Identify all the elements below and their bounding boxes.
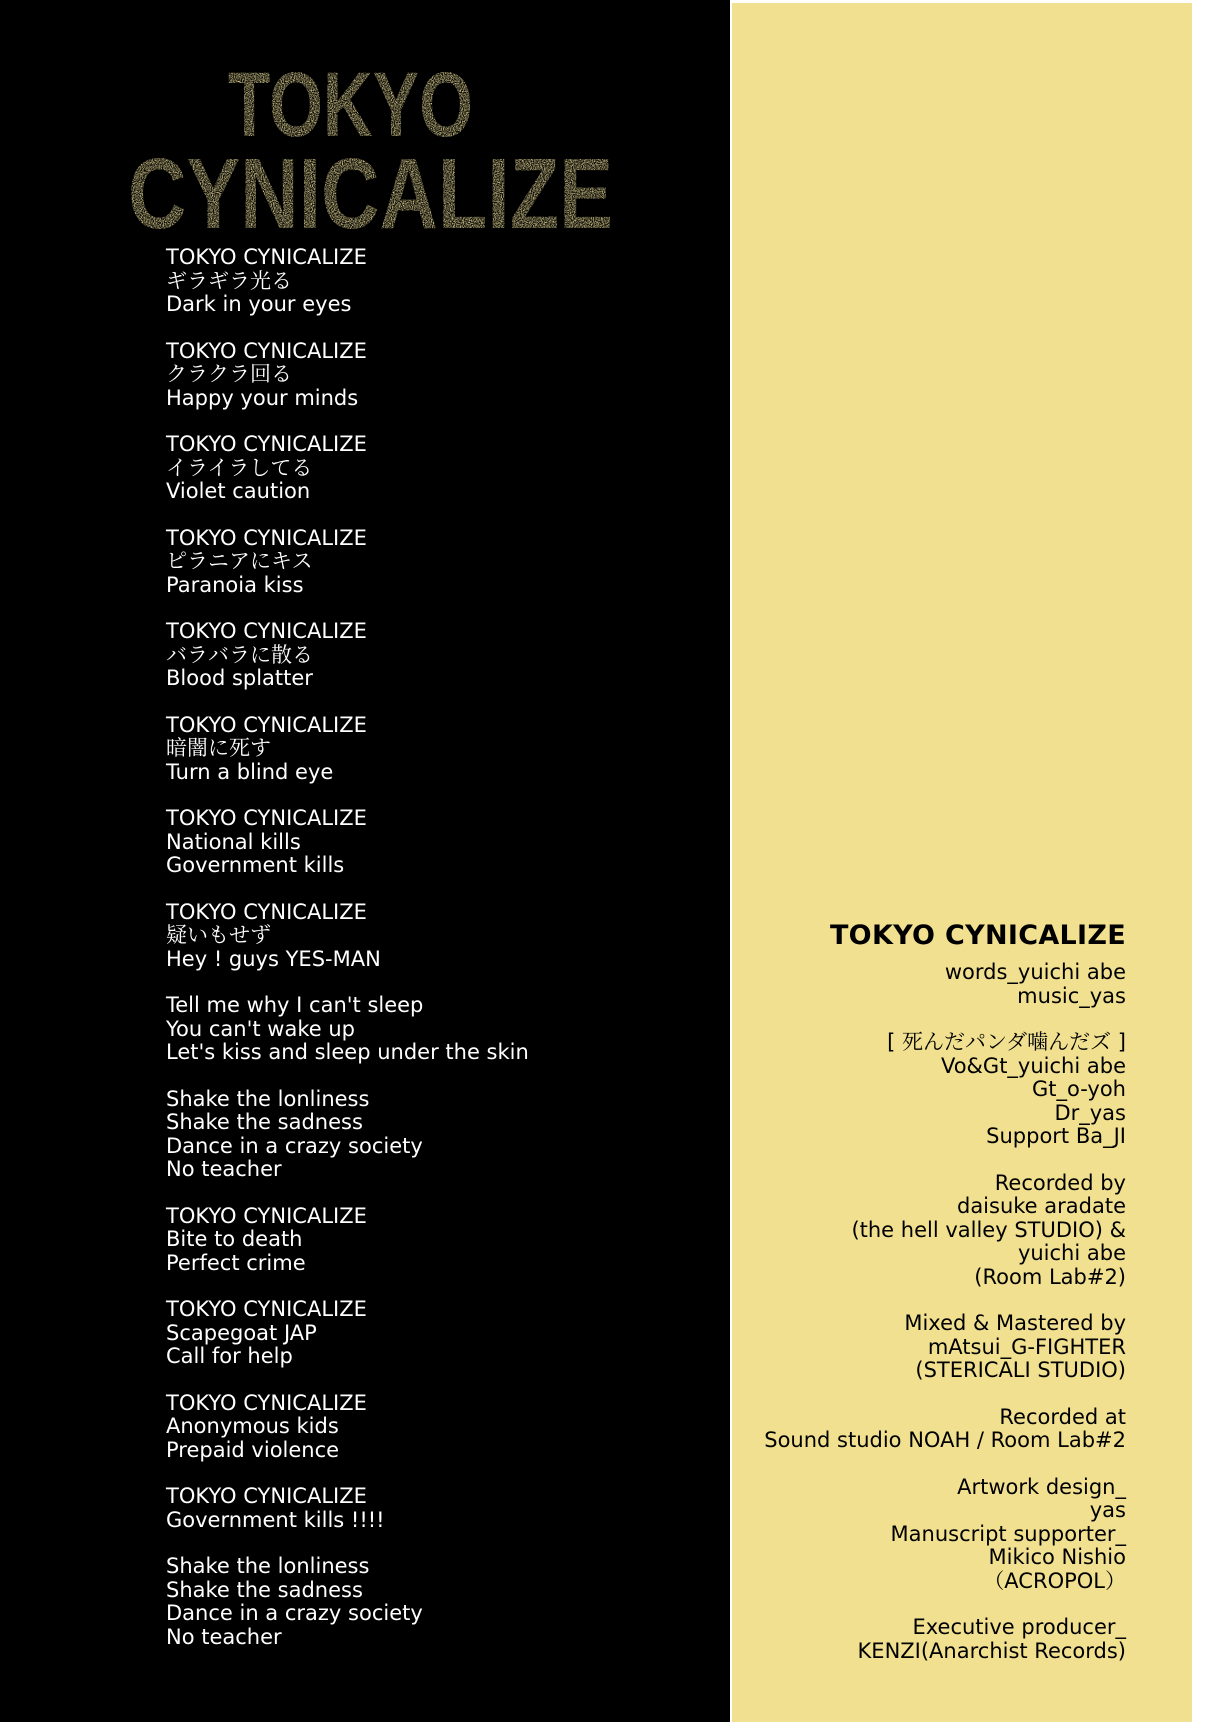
lyric-stanza xyxy=(166,994,706,1065)
lyric-stanza xyxy=(166,1485,706,1532)
lyric-line: TOKYO CYNICALIZE xyxy=(166,1203,367,1228)
lyric-line: Dance in a crazy society xyxy=(166,1133,423,1158)
credit-line: Mikico Nishio xyxy=(988,1545,1126,1569)
credit-block xyxy=(686,1031,1126,1149)
credit-line: Gt_o-yoh xyxy=(1031,1077,1126,1101)
lyric-line: No teacher xyxy=(166,1624,282,1649)
lyric-stanza xyxy=(166,246,706,317)
lyric-line: Happy your minds xyxy=(166,385,359,410)
lyric-line: National kills xyxy=(166,829,301,854)
lyric-line: Perfect crime xyxy=(166,1250,306,1275)
lyric-line: No teacher xyxy=(166,1157,282,1181)
lyric-line: Violet caution xyxy=(166,479,311,503)
lyric-line: バラバラに散る xyxy=(166,642,313,667)
lyric-stanza xyxy=(166,807,706,878)
lyric-stanza xyxy=(166,620,706,691)
lyric-line: Shake the lonliness xyxy=(166,1086,370,1111)
lyric-line: TOKYO CYNICALIZE xyxy=(166,806,367,830)
credit-line: [ 死んだパンダ噛んだズ ] xyxy=(887,1030,1126,1054)
lyric-stanza xyxy=(166,1392,706,1463)
lyrics-text xyxy=(166,246,706,1672)
credit-line: （ACROPOL） xyxy=(983,1568,1126,1593)
lyric-line: Anonymous kids xyxy=(166,1414,339,1438)
lyric-line: イライラしてる xyxy=(166,455,313,480)
lyric-stanza xyxy=(166,1088,706,1182)
credit-line: music_yas xyxy=(1017,983,1126,1008)
credit-line: Sound studio NOAH / Room Lab#2 xyxy=(764,1428,1126,1452)
credit-block xyxy=(686,1476,1126,1594)
lyric-stanza xyxy=(166,714,706,785)
lyric-line: Let's kiss and sleep under the skin xyxy=(166,1040,529,1064)
lyric-line: Government kills xyxy=(166,853,345,877)
lyric-line: Shake the sadness xyxy=(166,1110,363,1134)
page-margin xyxy=(1192,0,1208,1722)
lyric-line: Bite to death xyxy=(166,1227,303,1251)
lyric-line: Turn a blind eye xyxy=(166,759,334,784)
lyric-line: ピラニアにキス xyxy=(166,549,313,573)
lyric-stanza xyxy=(166,1205,706,1276)
lyric-line: Paranoia kiss xyxy=(166,572,304,597)
lyric-line: Shake the sadness xyxy=(166,1577,363,1602)
credit-line: Dr_yas xyxy=(1054,1100,1126,1125)
credit-line: Artwork design_ xyxy=(957,1474,1126,1499)
credit-line: (the hell valley STUDIO) & xyxy=(851,1217,1126,1242)
lyric-line: Dance in a crazy society xyxy=(166,1601,423,1625)
lyric-line: You can't wake up xyxy=(166,1016,355,1041)
lyric-line: ギラギラ光る xyxy=(166,268,292,293)
lyric-line: Government kills !!!! xyxy=(166,1507,385,1532)
credit-block xyxy=(686,961,1126,1008)
lyric-line: 暗闇に死す xyxy=(166,736,271,760)
credit-line: yuichi abe xyxy=(1017,1241,1126,1265)
lyric-stanza xyxy=(166,1298,706,1369)
lyric-line: TOKYO CYNICALIZE xyxy=(166,245,367,269)
lyric-line: 疑いもせず xyxy=(166,923,271,947)
credit-line: Recorded by xyxy=(994,1170,1126,1195)
credit-line: KENZI(Anarchist Records) xyxy=(857,1638,1126,1663)
lyric-line: TOKYO CYNICALIZE xyxy=(166,432,367,456)
lyric-line: TOKYO CYNICALIZE xyxy=(166,619,367,643)
lyric-line: Hey ! guys YES-MAN xyxy=(166,946,381,971)
credit-line: Mixed & Mastered by xyxy=(904,1311,1126,1335)
credit-line: daisuke aradate xyxy=(956,1194,1126,1218)
credits-title: TOKYO CYNICALIZE xyxy=(829,920,1126,951)
credit-line: yas xyxy=(1089,1498,1126,1522)
lyric-stanza xyxy=(166,340,706,411)
lyric-line: Scapegoat JAP xyxy=(166,1320,317,1345)
credit-block xyxy=(686,1406,1126,1453)
logo-line-1: TOKYO xyxy=(228,54,473,156)
lyric-stanza xyxy=(166,901,706,972)
credit-block xyxy=(686,1312,1126,1383)
credit-line: (STERICALI STUDIO) xyxy=(915,1358,1126,1382)
lyric-line: TOKYO CYNICALIZE xyxy=(166,338,367,363)
lyric-line: TOKYO CYNICALIZE xyxy=(166,1390,367,1415)
credit-line: Executive producer_ xyxy=(912,1615,1126,1639)
credit-line: mAtsui_G-FIGHTER xyxy=(927,1334,1126,1359)
lyric-line: クラクラ回る xyxy=(166,362,292,386)
lyric-line: TOKYO CYNICALIZE xyxy=(166,525,367,550)
lyric-stanza xyxy=(166,433,706,504)
lyric-line: Shake the lonliness xyxy=(166,1554,370,1578)
credit-line: Vo&Gt_yuichi abe xyxy=(940,1053,1126,1078)
lyric-stanza xyxy=(166,527,706,598)
tokyo-cynicalize-logo xyxy=(128,48,618,248)
credit-line: Support Ba_JI xyxy=(986,1124,1126,1148)
logo-line-2: CYNICALIZE xyxy=(128,138,613,250)
lyric-line: TOKYO CYNICALIZE xyxy=(166,1484,367,1508)
lyric-stanza xyxy=(166,1555,706,1649)
credit-blocks xyxy=(686,961,1126,1663)
credit-block xyxy=(686,1172,1126,1290)
lyric-line: Call for help xyxy=(166,1344,293,1368)
credit-line: Manuscript supporter_ xyxy=(890,1521,1126,1546)
lyric-line: Dark in your eyes xyxy=(166,292,352,316)
credit-line: (Room Lab#2) xyxy=(974,1264,1126,1289)
lyric-line: TOKYO CYNICALIZE xyxy=(166,899,367,924)
credit-line: words_yuichi abe xyxy=(944,960,1126,984)
lyric-line: TOKYO CYNICALIZE xyxy=(166,1297,367,1321)
credits-text xyxy=(686,921,1126,1686)
lyric-line: TOKYO CYNICALIZE xyxy=(166,712,367,737)
lyric-line: Blood splatter xyxy=(166,666,313,690)
credit-block xyxy=(686,1616,1126,1663)
credit-line: Recorded at xyxy=(999,1404,1126,1429)
lyric-line: Tell me why I can't sleep xyxy=(166,993,424,1017)
lyric-line: Prepaid violence xyxy=(166,1437,340,1462)
